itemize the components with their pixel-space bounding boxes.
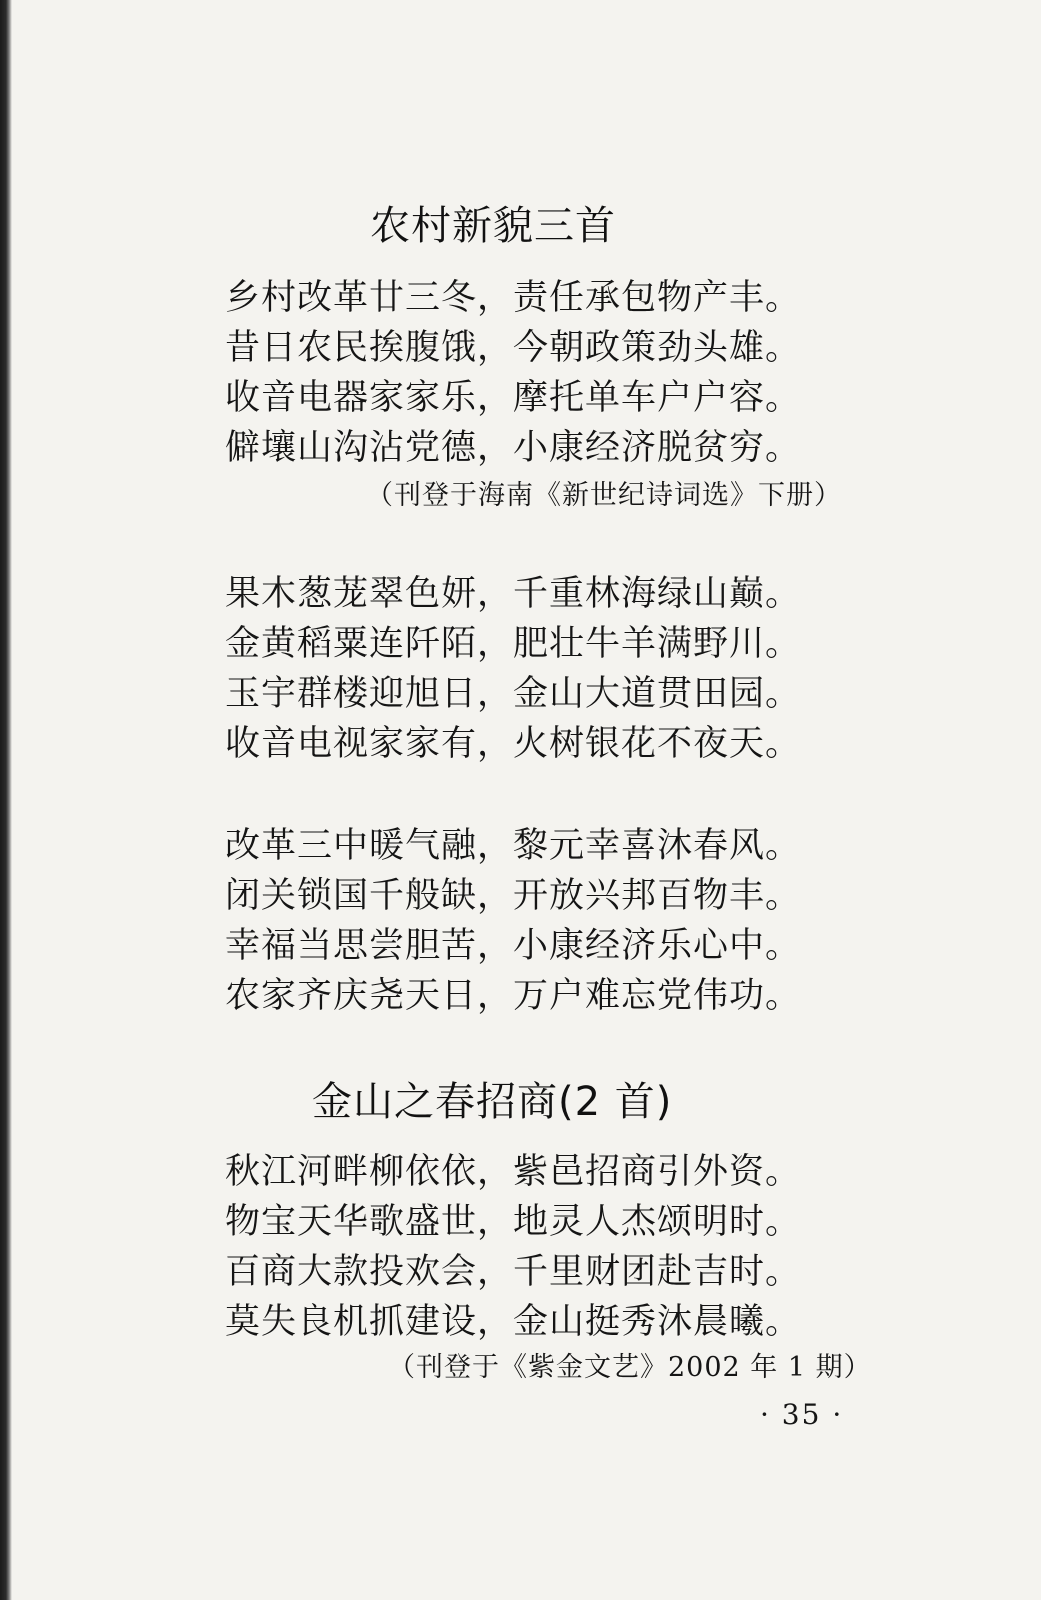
poem-line: 闭关锁国千般缺，开放兴邦百物丰。	[225, 876, 802, 916]
poem-line: 僻壤山沟沾党德，小康经济脱贫穷。	[225, 428, 802, 468]
poem-line: 莫失良机抓建设，金山挺秀沐晨曦。	[225, 1302, 802, 1342]
poem-title: 金山之春招商(2 首)	[312, 1079, 673, 1125]
poem-line: 幸福当思尝胆苦，小康经济乐心中。	[225, 926, 802, 966]
poem-title: 农村新貌三首	[370, 203, 616, 249]
poem-line: 物宝天华歌盛世，地灵人杰颂明时。	[225, 1202, 802, 1242]
poem-line: 果木葱茏翠色妍，千重林海绿山巅。	[225, 574, 802, 614]
publication-note: （刊登于海南《新世纪诗词选》下册）	[366, 480, 842, 511]
poem-line: 收音电视家家有，火树银花不夜天。	[225, 724, 802, 764]
poem-line: 乡村改革廿三冬，责任承包物产丰。	[225, 278, 802, 318]
poem-line: 改革三中暖气融，黎元幸喜沐春风。	[225, 826, 802, 866]
poem-line: 秋江河畔柳依依，紫邑招商引外资。	[225, 1152, 802, 1192]
publication-note: （刊登于《紫金文艺》2002 年 1 期）	[388, 1352, 872, 1383]
poem-line: 金黄稻粟连阡陌，肥壮牛羊满野川。	[225, 624, 802, 664]
poem-line: 收音电器家家乐，摩托单车户户容。	[225, 378, 802, 418]
poem-line: 玉宇群楼迎旭日，金山大道贯田园。	[225, 674, 802, 714]
poem-line: 百商大款投欢会，千里财团赴吉时。	[225, 1252, 802, 1292]
poem-line: 农家齐庆尧天日，万户难忘党伟功。	[225, 976, 802, 1016]
poem-line: 昔日农民挨腹饿，今朝政策劲头雄。	[225, 328, 802, 368]
page-number: · 35 ·	[760, 1398, 844, 1431]
